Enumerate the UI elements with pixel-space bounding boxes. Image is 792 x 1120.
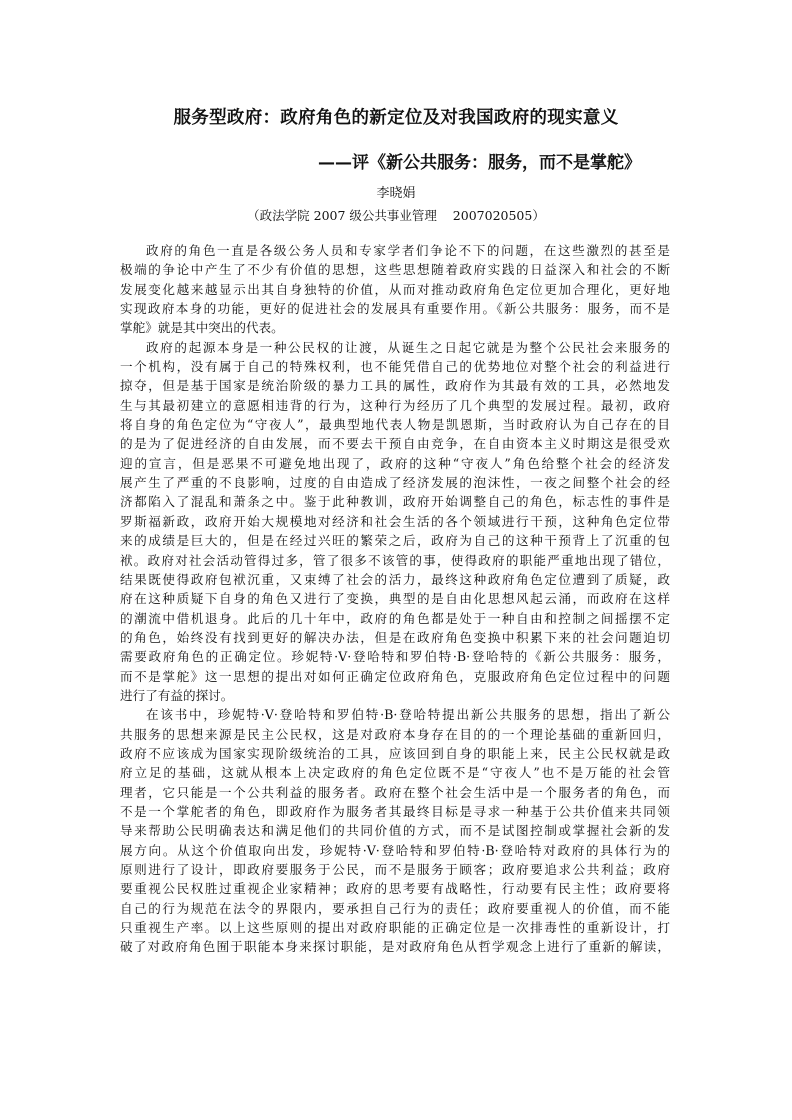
text-line: 不是一个掌舵者的角色，即政府作为服务者其最终目标是寻求一种基于公共价值来共同领	[120, 803, 670, 819]
author-affiliation: （政法学院 2007 级公共事业管理 2007020505）	[247, 208, 545, 223]
text-line: 政府的角色一直是各级公务人员和专家学者们争论不下的问题，在这些激烈的甚至是	[146, 243, 670, 258]
text-line: 理者，它只能是一个公共利益的服务者。政府在整个社会生活中是一个服务者的角色，而	[120, 784, 670, 800]
text-line: 自己的行为规范在法令的界限内，要承担自己行为的责任；政府要重视人的价值，而不能	[120, 900, 670, 916]
text-line: 迎的宣言，但是恶果不可避免地出现了，政府的这种“守夜人”角色给整个社会的经济发	[120, 455, 670, 471]
text-line: 进行了有益的探讨。	[120, 687, 234, 703]
document-title: 服务型政府：政府角色的新定位及对我国政府的现实意义	[173, 108, 619, 128]
text-line: 的是为了促进经济的自由发展，而不要去干预自由竞争，在自由资本主义时期这是很受欢	[120, 436, 670, 452]
text-line: 掌舵》就是其中突出的代表。	[120, 320, 284, 336]
text-line: 政府的起源本身是一种公民权的让渡，从诞生之日起它就是为整个公民社会来服务的	[146, 339, 670, 355]
text-line: 共服务的思想来源是民主公民权，这是对政府本身存在目的的一个理论基础的重新回归，	[120, 726, 670, 742]
text-line: 一个机构，没有属于自己的特殊权利，也不能凭借自己的优势地位对整个社会的利益进行	[120, 359, 670, 375]
text-line: 府在这种质疑下自身的角色又进行了变换，典型的是自由化思想风起云涌，而政府在这样	[120, 591, 670, 607]
body-text	[120, 241, 670, 957]
text-line: 结果既使得政府包袱沉重，又束缚了社会的活力，最终这种政府角色定位遭到了质疑，政	[120, 571, 670, 587]
text-line: 罗斯福新政，政府开始大规模地对经济和社会生活的各个领域进行干预，这种角色定位带	[120, 513, 670, 529]
text-line: 要重视公民权胜过重视企业家精神；政府的思考要有战略性，行动要有民主性；政府要将	[120, 881, 670, 897]
text-line: 的潮流中借机退身。此后的几十年中，政府的角色都是处于一种自由和控制之间摇摆不定	[120, 610, 670, 626]
document-subtitle: ——评《新公共服务：服务，而不是掌舵》	[318, 153, 641, 173]
author-name: 李晓娟	[376, 186, 416, 201]
text-line: 掠夺，但是基于国家是统治阶级的暴力工具的属性，政府作为其最有效的工具，必然地发	[120, 378, 670, 394]
text-line: 实现政府本身的功能，更好的促进社会的发展具有重要作用。《新公共服务：服务，而不是	[120, 301, 670, 317]
text-line: 袱。政府对社会活动管得过多，管了很多不该管的事，使得政府的职能严重地出现了错位，	[120, 552, 670, 568]
text-line: 济都陷入了混乱和萧条之中。鉴于此种教训，政府开始调整自己的角色，标志性的事件是	[120, 494, 670, 510]
text-line: 导来帮助公民明确表达和满足他们的共同价值的方式，而不是试图控制或掌握社会新的发	[120, 823, 670, 839]
text-line: 而不是掌舵》这一思想的提出对如何正确定位政府角色，克服政府角色定位过程中的问题	[120, 668, 670, 684]
text-line: 展产生了严重的不良影响，过度的自由造成了经济发展的泡沫性，一夜之间整个社会的经	[120, 475, 670, 491]
text-line: 政府不应该成为国家实现阶级统治的工具，应该回到自身的职能上来，民主公民权就是政	[120, 745, 670, 761]
text-line: 在该书中，珍妮特·V·登哈特和罗伯特·B·登哈特提出新公共服务的思想，指出了新公	[146, 707, 670, 723]
text-line: 来的成绩是巨大的，但是在经过兴旺的繁荣之后，政府为自己的这种干预背上了沉重的包	[120, 533, 670, 549]
text-line: 需要政府角色的正确定位。珍妮特·V·登哈特和罗伯特·B·登哈特的《新公共服务：服务，	[120, 649, 670, 665]
text-line: 生与其最初建立的意愿相违背的行为，这种行为经历了几个典型的发展过程。最初，政府	[120, 397, 670, 413]
text-line: 只重视生产率。以上这些原则的提出对政府职能的正确定位是一次排毒性的重新设计，打	[120, 920, 670, 936]
text-line: 展方向。从这个价值取向出发，珍妮特·V·登哈特和罗伯特·B·登哈特对政府的具体行为的	[120, 842, 670, 858]
text-line: 府立足的基础，这就从根本上决定政府的角色定位既不是“守夜人”也不是万能的社会管	[120, 765, 670, 781]
text-line: 原则进行了设计，即政府要服务于公民，而不是服务于顾客；政府要追求公共利益；政府	[120, 862, 670, 877]
text-line: 将自身的角色定位为“守夜人”，最典型地代表人物是凯恩斯，当时政府认为自己存在的目	[120, 417, 670, 433]
text-line: 破了对政府角色囿于职能本身来探讨职能，是对政府角色从哲学观念上进行了重新的解读，	[120, 939, 670, 955]
text-line: 的角色，始终没有找到更好的解决办法，但是在政府角色变换中积累下来的社会问题迫切	[120, 629, 670, 645]
text-line: 极端的争论中产生了不少有价值的思想，这些思想随着政府实践的日益深入和社会的不断	[120, 262, 670, 278]
text-line: 发展变化越来越显示出其自身独特的价值，从而对推动政府角色定位更加合理化，更好地	[120, 281, 670, 297]
